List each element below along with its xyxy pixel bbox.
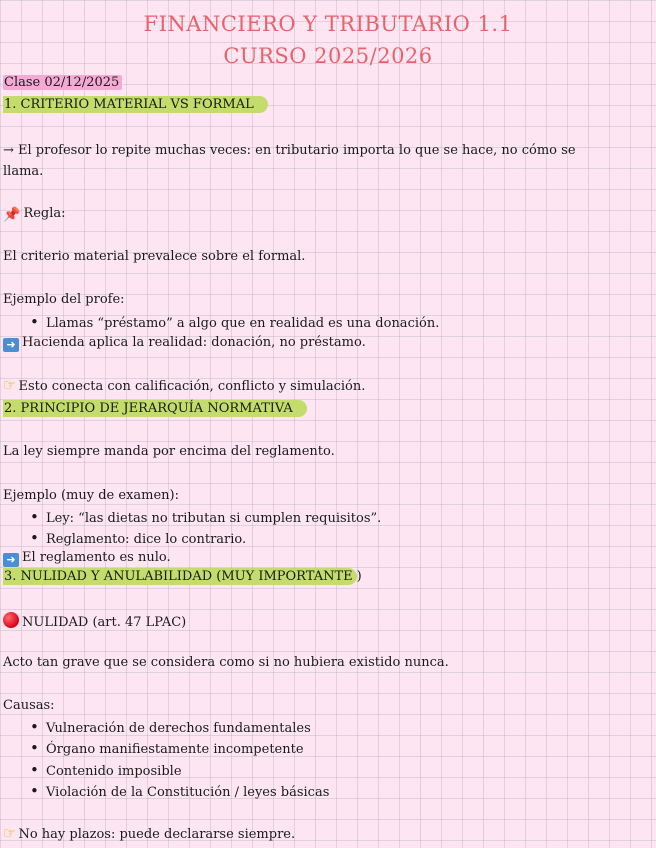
cause-item: • Vulneración de derechos fundamentales bbox=[30, 719, 311, 737]
section3-heading-row bbox=[3, 569, 362, 585]
section1-example-label: Ejemplo del profe: bbox=[3, 292, 125, 307]
right-arrow-box-icon: ➜ bbox=[3, 338, 19, 352]
class-date: Clase 02/12/2025 bbox=[3, 75, 122, 90]
pointing-hand-icon: ☞ bbox=[3, 376, 17, 394]
causes-label: Causas: bbox=[3, 698, 55, 713]
no-deadline-row bbox=[3, 825, 295, 843]
pointing-hand-icon: ☞ bbox=[3, 824, 17, 842]
cause-item: • Órgano manifiestamente incompetente bbox=[30, 740, 304, 758]
section1-connection: Esto conecta con calificación, conflicto y simulación. bbox=[18, 379, 366, 394]
section1-heading-row bbox=[3, 97, 268, 113]
section2-bullet-2: • Reglamento: dice lo contrario. bbox=[30, 530, 246, 548]
section1-consequence: Hacienda aplica la realidad: donación, no préstamo. bbox=[22, 335, 366, 350]
no-deadline-note: No hay plazos: puede declararse siempre. bbox=[18, 827, 296, 842]
section2-heading: 2. PRINCIPIO DE JERARQUÍA NORMATIVA bbox=[3, 400, 307, 417]
nulidad-label: NULIDAD (art. 47 LPAC) bbox=[22, 615, 187, 630]
class-date-row bbox=[3, 75, 122, 91]
section2-example-label: Ejemplo (muy de examen): bbox=[3, 488, 179, 503]
section1-note-line1: → El profesor lo repite muchas veces: en tributario importa lo que se hace, no cómo se bbox=[3, 143, 576, 158]
rule-label: Regla: bbox=[23, 206, 66, 221]
section3-heading-tail: ) bbox=[356, 569, 362, 584]
section1-example-bullet: • Llamas “préstamo” a algo que en realidad es una donación. bbox=[30, 314, 439, 332]
right-arrow-box-icon: ➜ bbox=[3, 553, 19, 567]
section2-heading-row bbox=[3, 401, 307, 417]
cause-item: • Contenido imposible bbox=[30, 762, 182, 780]
nulidad-row bbox=[3, 612, 186, 631]
section1-heading: 1. CRITERIO MATERIAL VS FORMAL bbox=[3, 96, 268, 113]
section1-note-line2: llama. bbox=[3, 164, 44, 179]
section1-rule-row bbox=[3, 206, 66, 223]
section2-rule-text: La ley siempre manda por encima del reglamento. bbox=[3, 444, 335, 459]
section2-consequence-row bbox=[3, 550, 171, 567]
section1-connection-row bbox=[3, 377, 365, 395]
red-circle-icon bbox=[3, 612, 19, 628]
pushpin-icon: 📌 bbox=[3, 207, 21, 223]
section3-heading: 3. NULIDAD Y ANULABILIDAD (MUY IMPORTANTE bbox=[3, 568, 357, 585]
section2-consequence: El reglamento es nulo. bbox=[22, 550, 171, 565]
page-title-line1: FINANCIERO Y TRIBUTARIO 1.1 bbox=[143, 12, 513, 36]
page-title-line2: CURSO 2025/2026 bbox=[223, 44, 433, 68]
section2-bullet-1: • Ley: “las dietas no tributan si cumplen requisitos”. bbox=[30, 509, 381, 527]
section1-consequence-row bbox=[3, 335, 366, 352]
section1-rule-text: El criterio material prevalece sobre el formal. bbox=[3, 249, 306, 264]
cause-item: • Violación de la Constitución / leyes básicas bbox=[30, 783, 329, 801]
nulidad-definition: Acto tan grave que se considera como si no hubiera existido nunca. bbox=[3, 655, 449, 670]
